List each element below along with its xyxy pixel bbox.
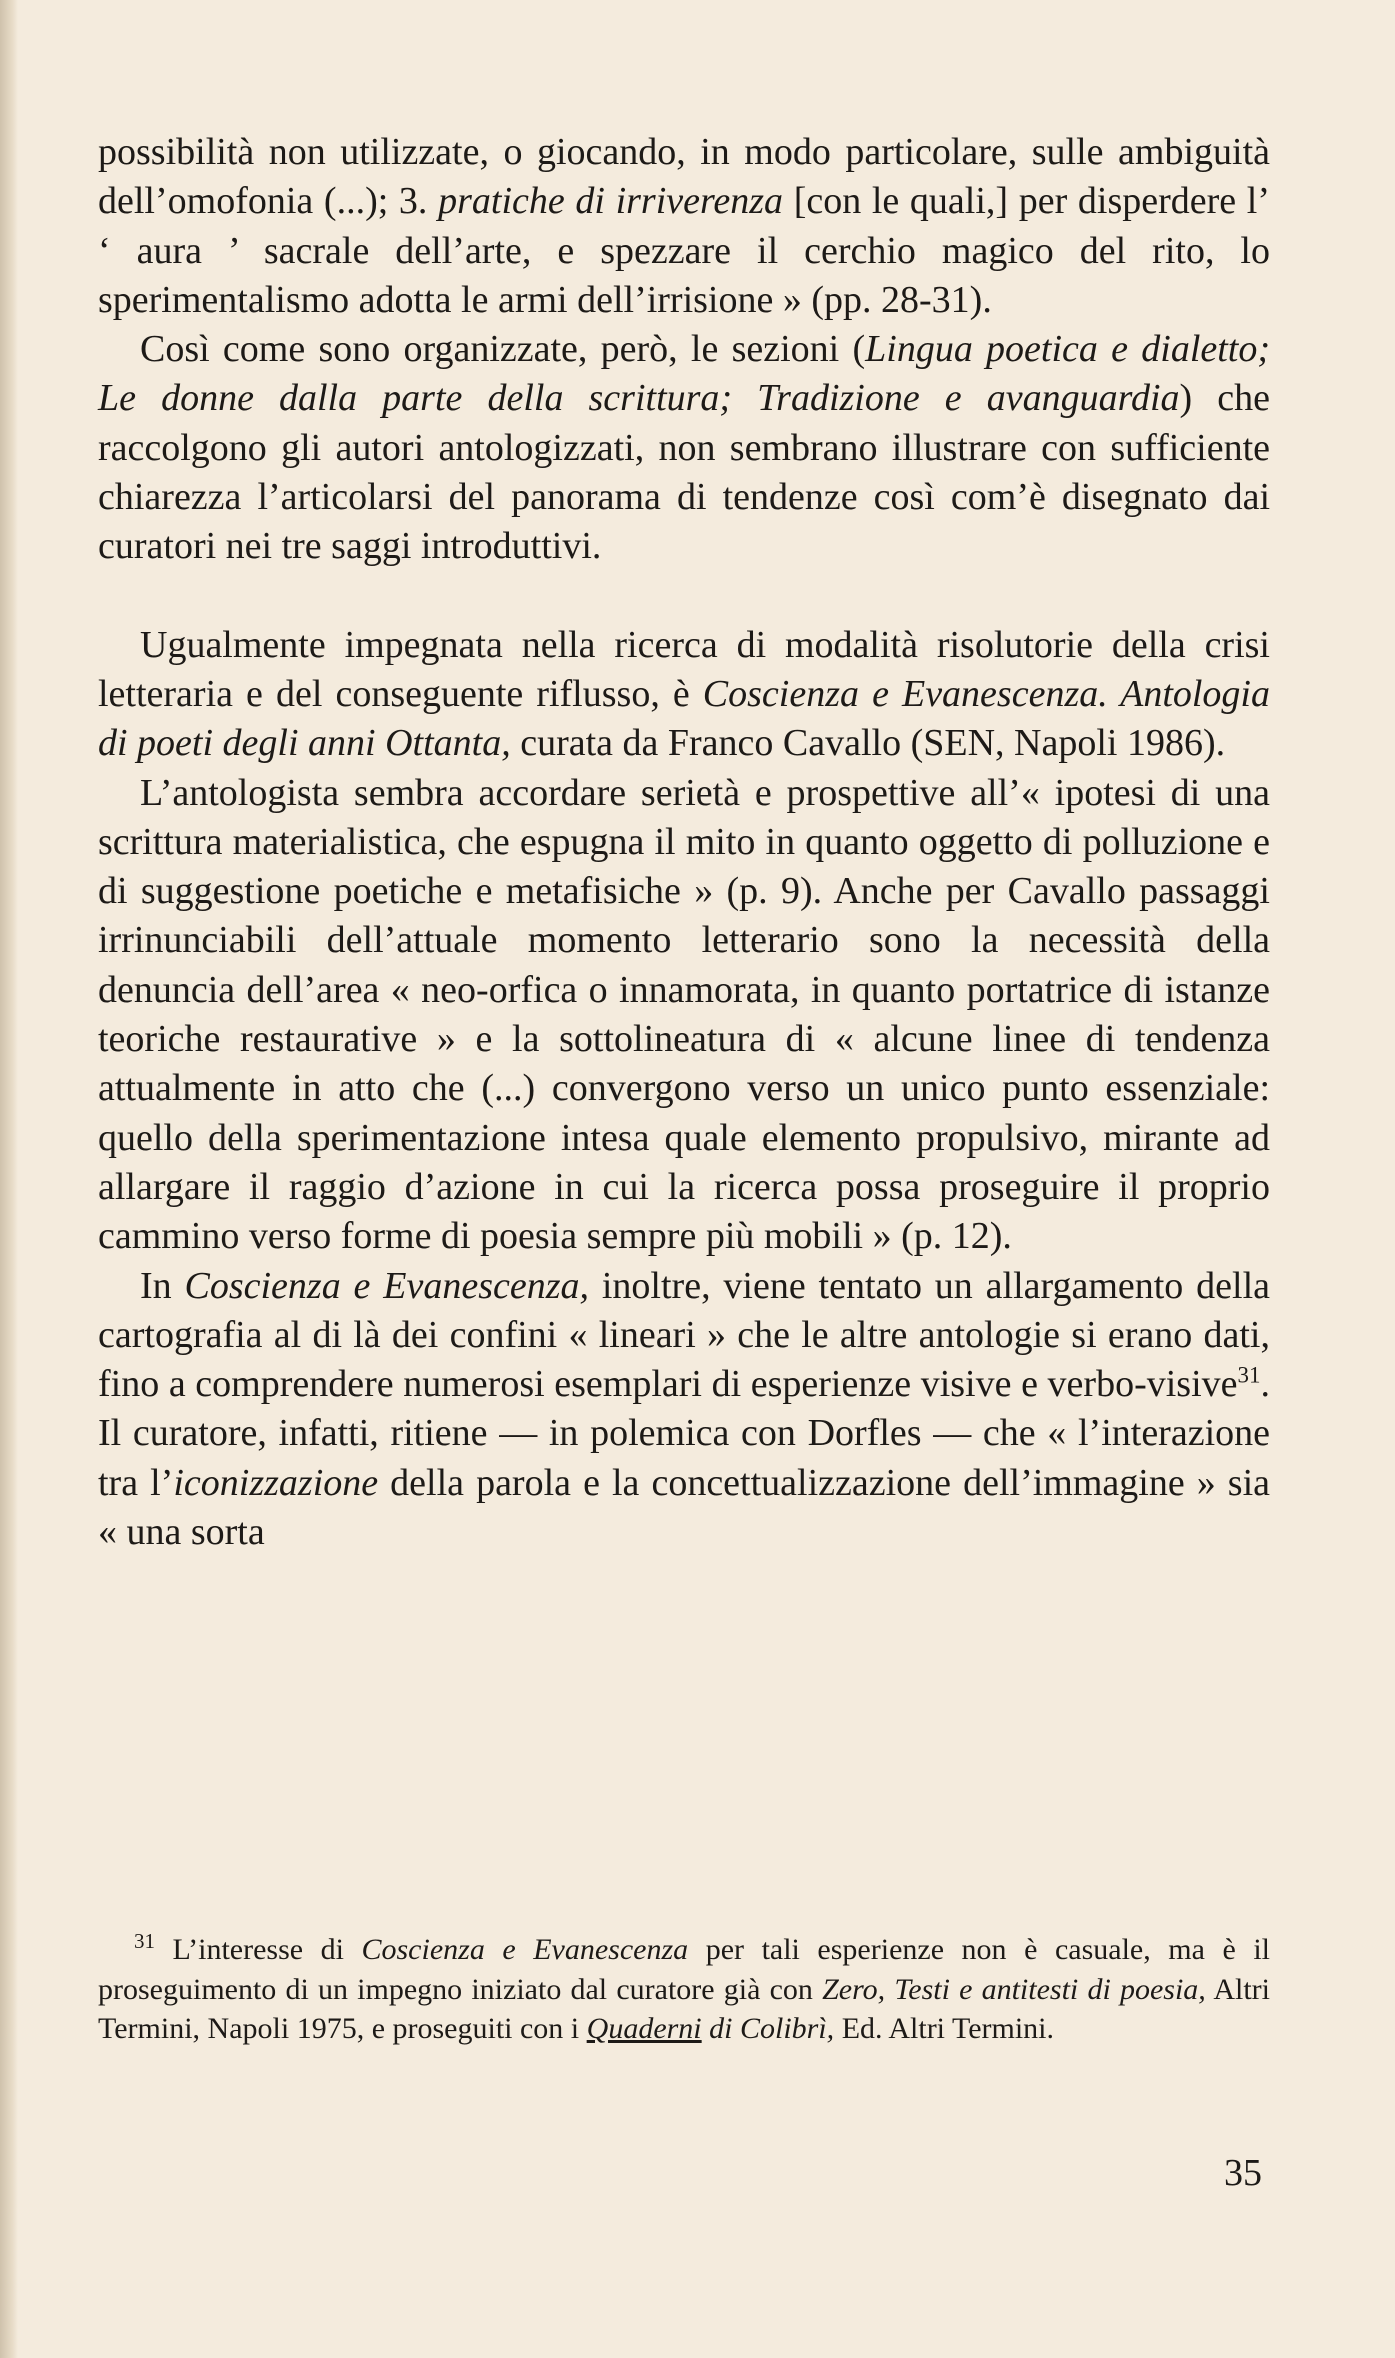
text-run: Altri Termini, Napoli 1975, e proseguiti con i <box>98 1972 1270 2045</box>
text-run: In <box>140 1264 185 1307</box>
italic-run <box>587 2012 702 2045</box>
text-run: curata da Franco Cavallo (SEN, Napoli 1986). <box>510 722 1226 765</box>
italic-run: Coscienza e Evanescenza. Antologia di poeti degli anni Ottanta, <box>98 672 1270 765</box>
underlined-run: Quaderni <box>586 2012 702 2045</box>
text-run: Così come sono organizzate, però, le sezioni ( <box>140 328 866 371</box>
text-run: ) che raccolgono gli autori antologizzati, non sembrano illustrare con sufficiente chiarezza l’articolarsi del panorama di tendenze così com’è disegnato dai curatori nei tre saggi introduttivi. <box>98 377 1271 568</box>
paragraph-2 <box>98 325 1270 571</box>
text-run: della parola e la concettualizzazione dell’immagine » sia « una sorta <box>98 1461 1270 1554</box>
page-number: 35 <box>1224 2152 1262 2194</box>
text-run: . Il curatore, infatti, ritiene — in polemica con Dorfles — che « l’interazione tra l’ <box>98 1363 1270 1504</box>
text-run: inoltre, viene tentato un allargamento della cartografia al di là dei confini « lineari » che le altre antologie si erano dati, fino a comprendere numerosi esemplari di esperienze visive e verbo-visive <box>98 1264 1270 1406</box>
paragraph-5 <box>98 1262 1270 1558</box>
text-run: Ugualmente impegnata nella ricerca di modalità risolutorie della crisi letteraria e del conseguente riflusso, è <box>98 623 1270 715</box>
paragraph-4 <box>98 769 1270 1262</box>
text-run: Ed. Altri Termini. <box>834 2012 1055 2045</box>
italic-run: Zero, Testi e antitesti di poesia, <box>822 1972 1206 2006</box>
footnote-number: 31 <box>134 1929 155 1953</box>
italic-run: Coscienza e Evanescenza, <box>184 1264 590 1307</box>
italic-run: di Colibrì, <box>709 2012 835 2045</box>
text-run: possibilità non utilizzate, o giocando, in modo particolare, sulle ambiguità dell’omofonia (...); 3. <box>98 131 1270 223</box>
section-break <box>98 572 1270 621</box>
main-text-block <box>98 128 1270 1557</box>
text-run: L’interesse di <box>155 1933 362 1966</box>
text-run: per tali esperienze non è casuale, ma è il proseguimento di un impegno iniziato dal curatore già con <box>98 1933 1270 2006</box>
italic-run: Coscienza e Evanescenza <box>361 1933 689 1966</box>
footnote-31 <box>98 1930 1270 2049</box>
footnote-reference: 31 <box>1237 1362 1261 1388</box>
italic-run: iconizzazione <box>173 1461 379 1504</box>
text-run: [con le quali,] per disperdere l’ ‘ aura ’ sacrale dell’arte, e spezzare il cerchio magico del rito, lo sperimentalismo adotta le armi dell’irrisione » (pp. 28-31). <box>98 180 1270 321</box>
paragraph-3 <box>98 621 1270 769</box>
italic-run: Lingua poetica e dialetto; Le donne dalla parte della scrittura; Tradizione e avanguardia <box>98 328 1271 420</box>
text-run: L’antologista sembra accordare serietà e prospettive all’« ipotesi di una scrittura materialistica, che espugna il mito in quanto oggetto di polluzione e di suggestione poetiche e metafisiche » (p. 9). Anche per Cavallo passaggi irrinunciabili dell’attuale momento letterario sono la necessità della denuncia dell’area « neo-orfica o innamorata, in quanto portatrice di istanze teoriche restaurative » e la sottolineatura di « alcune linee di tendenza attualmente in atto che (...) convergono verso un unico punto essenziale: quello della sperimentazione intesa quale elemento propulsivo, mirante ad allargare il raggio d’azione in cui la ricerca possa proseguire il proprio cammino verso forme di poesia sempre più mobili » (p. 12). <box>98 771 1270 1258</box>
paragraph-1 <box>98 128 1270 325</box>
page-binding-shadow <box>0 0 18 2358</box>
footnotes-block <box>98 1930 1270 2049</box>
italic-run: pratiche di irriverenza <box>438 180 784 223</box>
